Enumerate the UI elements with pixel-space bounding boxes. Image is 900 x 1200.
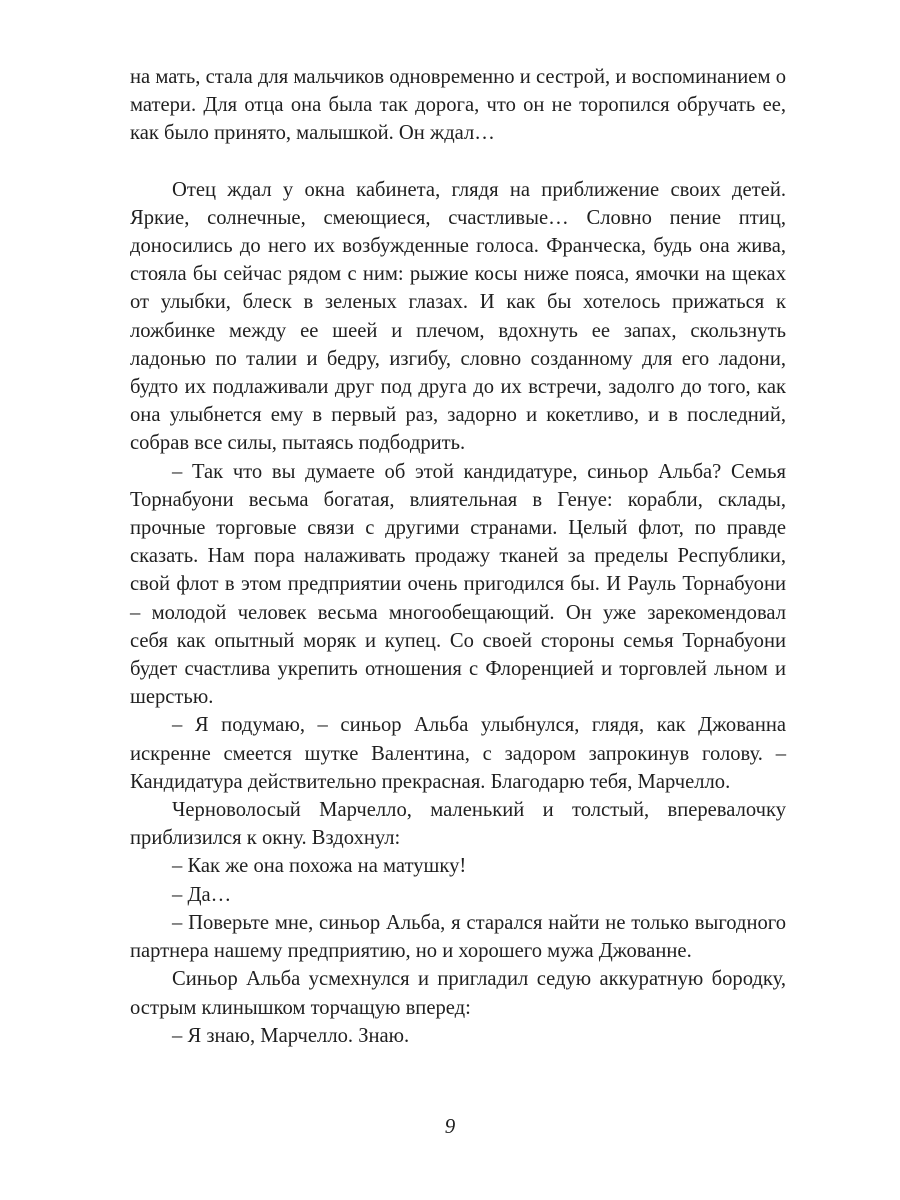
page-number: 9 (444, 1114, 456, 1138)
paragraph-alba-smiles: Синьор Альба усмехнулся и пригладил седую аккуратную бородку, острым клинышком торчащую вперед: (130, 968, 786, 1019)
paragraph-dialogue-i-know: – Я знаю, Марчелло. Знаю. (172, 1024, 410, 1047)
paragraph-dialogue-reply: – Я подумаю, – синьор Альба улыбнулся, глядя, как Джованна искренне смеется шутке Валентина, с задором запрокинув голову. – Кандидатура действительно прекрасная. Благодарю тебя, Марчелло. (130, 714, 786, 793)
paragraph-dialogue-believe: – Поверьте мне, синьор Альба, я старался найти не только выгодного партнера нашему предприятию, но и хорошего мужа Джованне. (130, 911, 786, 963)
paragraph-dialogue-mother: – Как же она похожа на матушку! (172, 855, 467, 878)
paragraph-marcello-approaches: Черноволосый Марчелло, маленький и толстый, вперевалочку приблизился к окну. Вздохнул: (130, 799, 786, 850)
book-page-text (130, 63, 786, 1050)
paragraph-dialogue-yes: – Да… (172, 883, 232, 906)
paragraph-dialogue-candidate: – Так что вы думаете об этой кандидатуре, синьор Альба? Семья Торнабуони весьма богатая, влиятельная в Генуе: корабли, склады, прочные торговые связи с другими странами. Целый флот, по правде сказать. Нам пора налаживать продажу тканей за пределы Республики, свой флот в этом предприятии очень пригодился бы. И Рауль Торнабуони – молодой человек весьма многообещающий. Он уже зарекомендовал себя как опытный моряк и купец. Со своей стороны семья Торнабуони будет счастлива укрепить отношения с Флоренцией и торговлей льном и шерстью. (130, 460, 786, 709)
paragraph-continuation: на мать, стала для мальчиков одновременно и сестрой, и воспоминанием о матери. Для отца она была так дорога, что он не торопился обручать ее, как было принято, малышкой. Он ждал… (130, 66, 786, 145)
paragraph-father-at-window: Отец ждал у окна кабинета, глядя на приближение своих детей. Яркие, солнечные, смеющиеся, счастливые… Словно пение птиц, доносились до него их возбужденные голоса. Франческа, будь она жива, стояла бы сейчас рядом с ним: рыжие косы ниже пояса, ямочки на щеках от улыбки, блеск в зеленых глазах. И как бы хотелось прижаться к ложбинке между ее шеей и плечом, вдохнуть ее запах, скользнуть ладонью по талии и бедру, изгибу, словно созданному для его ладони, будто их подлаживали друг под друга до их встречи, задолго до того, как она улыбнется ему в первый раз, задорно и кокетливо, и в последний, собрав все силы, пытаясь подбодрить. (130, 178, 786, 455)
